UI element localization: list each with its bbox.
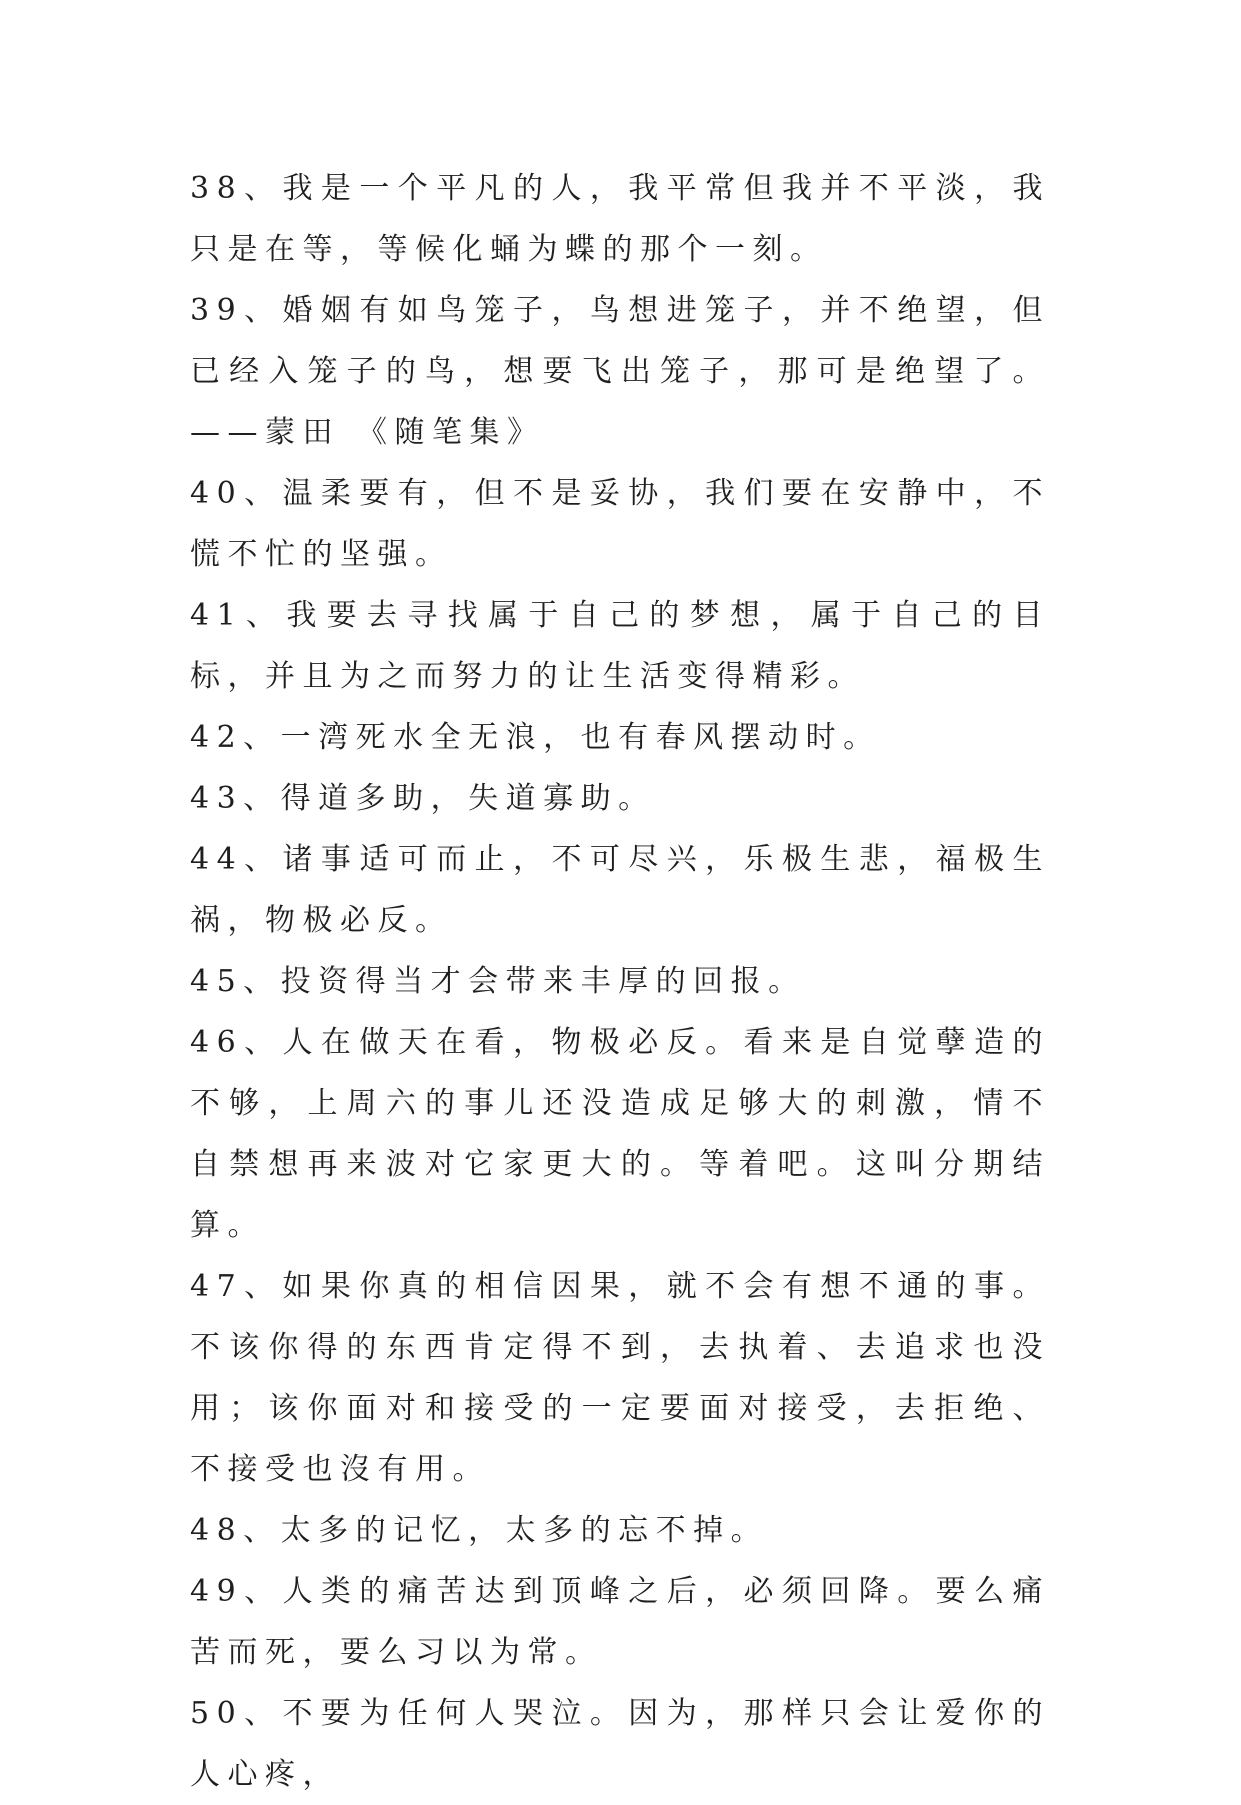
- list-item: 44、诸事适可而止，不可尽兴，乐极生悲，福极生祸，物极必反。: [190, 842, 1050, 938]
- list-item: 50、不要为任何人哭泣。因为，那样只会让爱你的人心疼，: [190, 1696, 1050, 1792]
- list-item: 40、温柔要有，但不是妥协，我们要在安静中，不慌不忙的坚强。: [190, 476, 1050, 572]
- list-item: 41、我要去寻找属于自己的梦想，属于自己的目标，并且为之而努力的让生活变得精彩。: [190, 598, 1050, 694]
- list-item: 48、太多的记忆，太多的忘不掉。: [190, 1513, 769, 1548]
- list-item: 38、我是一个平凡的人，我平常但我并不平淡，我只是在等，等候化蛹为蝶的那个一刻。: [190, 171, 1050, 267]
- list-item: 47、如果你真的相信因果，就不会有想不通的事。不该你得的东西肯定得不到，去执着、去追求也没用；该你面对和接受的一定要面对接受，去拒绝、不接受也沒有用。: [190, 1269, 1050, 1487]
- list-item: 46、人在做天在看，物极必反。看来是自觉孽造的不够，上周六的事儿还没造成足够大的刺激，情不自禁想再来波对它家更大的。等着吧。这叫分期结算。: [190, 1025, 1050, 1243]
- list-item: 39、婚姻有如鸟笼子，鸟想进笼子，并不绝望，但已经入笼子的鸟，想要飞出笼子，那可是绝望了。 ——蒙田 《随笔集》: [190, 293, 1050, 450]
- list-item: 43、得道多助，失道寡助。: [190, 781, 656, 816]
- list-item: 45、投资得当才会带来丰厚的回报。: [190, 964, 806, 999]
- document-body: [190, 158, 1050, 1805]
- list-item: 42、一湾死水全无浪，也有春风摆动时。: [190, 720, 881, 755]
- list-item: 49、人类的痛苦达到顶峰之后，必须回降。要么痛苦而死，要么习以为常。: [190, 1574, 1050, 1670]
